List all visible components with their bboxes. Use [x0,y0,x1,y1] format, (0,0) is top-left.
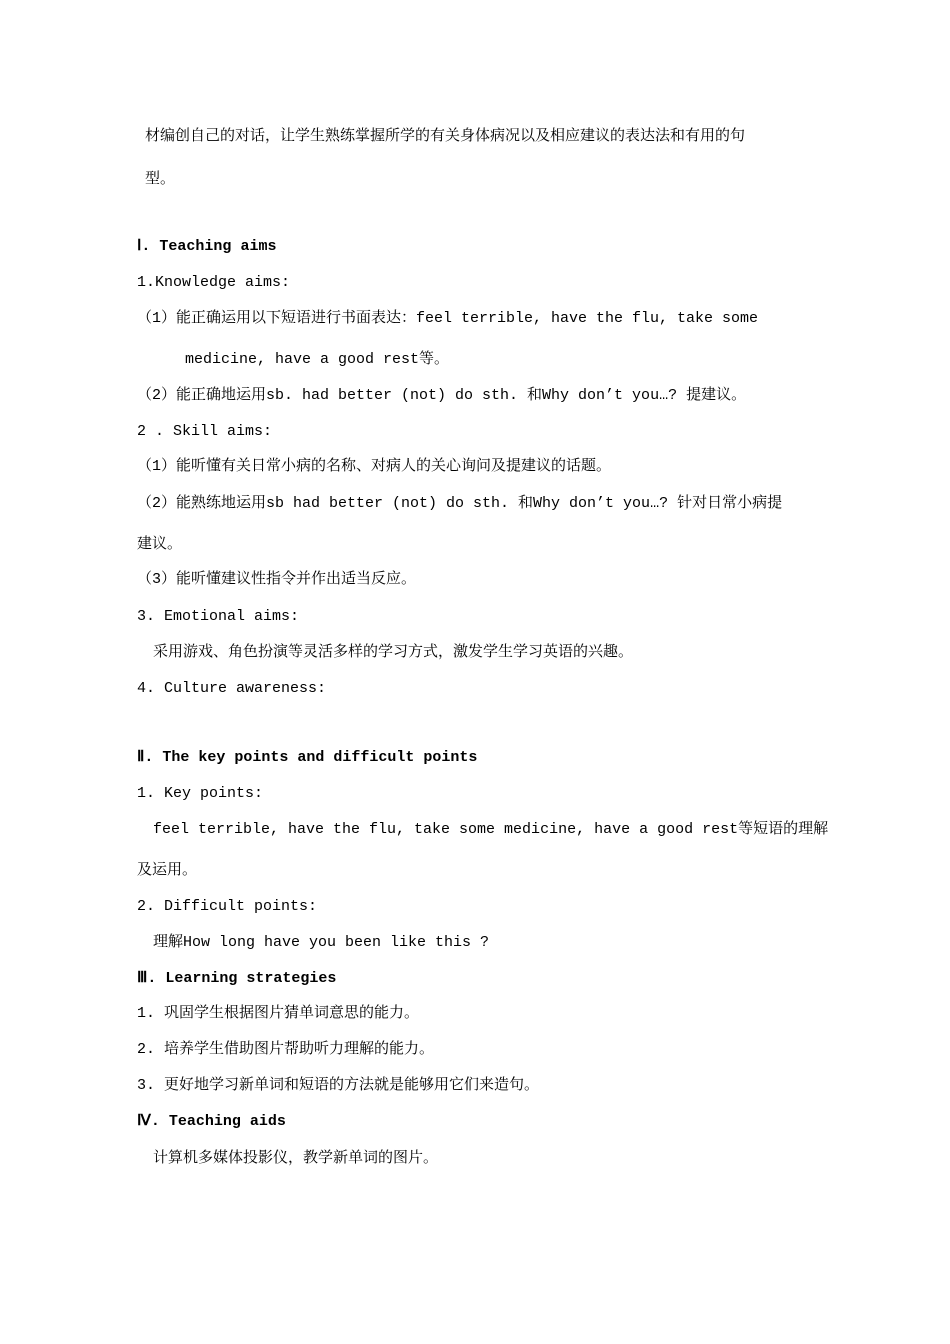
key-points-label: 1. Key points: [137,785,264,802]
skill-item-2: （2）能熟练地运用sb had better (not) do sth. 和Why don’t you…? 针对日常小病提 [137,495,783,512]
section-2-heading: Ⅱ. The key points and difficult points [137,749,478,766]
difficult-points-text: 理解How long have you been like this ? [153,934,490,951]
skill-item-3: （3）能听懂建议性指令并作出适当反应。 [137,571,417,588]
skill-item-2-cont: 建议。 [137,536,183,553]
knowledge-item-1-cont: medicine, have a good rest等。 [185,351,450,368]
intro-line-1: 材编创自己的对话，让学生熟练掌握所学的有关身体病况以及相应建议的表达法和有用的句 [145,126,746,144]
skill-aims-label: 2 . Skill aims: [137,423,273,440]
skill-item-1: （1）能听懂有关日常小病的名称、对病人的关心询问及提建议的话题。 [137,458,612,475]
knowledge-item-1: （1）能正确运用以下短语进行书面表达：feel terrible, have the flu, take some [137,310,759,327]
intro-line-2: 型。 [145,169,176,187]
key-points-text-cont: 及运用。 [137,862,198,879]
section-3-heading: Ⅲ. Learning strategies [137,970,337,987]
emotional-aims-text: 采用游戏、角色扮演等灵活多样的学习方式，激发学生学习英语的兴趣。 [153,644,634,661]
knowledge-aims-label: 1.Knowledge aims: [137,274,291,291]
section-1-heading: Ⅰ. Teaching aims [137,238,277,255]
teaching-aids-text: 计算机多媒体投影仪，教学新单词的图片。 [153,1150,439,1167]
section-4-heading: Ⅳ. Teaching aids [137,1113,286,1130]
emotional-aims-label: 3. Emotional aims: [137,608,300,625]
difficult-points-label: 2. Difficult points: [137,898,318,915]
key-points-text: feel terrible, have the flu, take some medicine, have a good rest等短语的理解 [153,821,829,838]
strategy-item-3: 3. 更好地学习新单词和短语的方法就是能够用它们来造句。 [137,1077,540,1094]
culture-awareness-label: 4. Culture awareness: [137,680,327,697]
strategy-item-2: 2. 培养学生借助图片帮助听力理解的能力。 [137,1041,435,1058]
strategy-item-1: 1. 巩固学生根据图片猜单词意思的能力。 [137,1005,420,1022]
knowledge-item-2: （2）能正确地运用sb. had better (not) do sth. 和Why don’t you…? 提建议。 [137,387,747,404]
